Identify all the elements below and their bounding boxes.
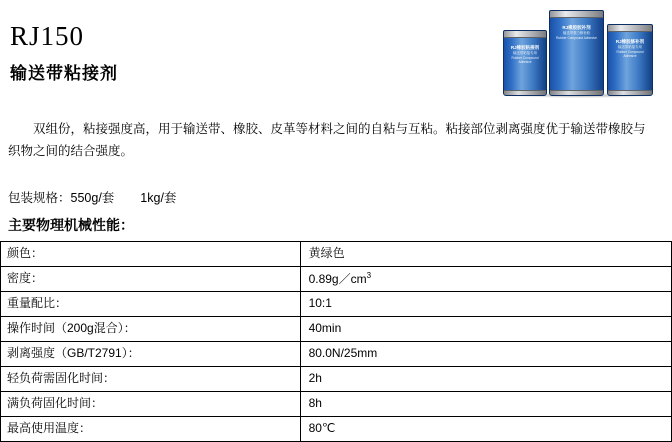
table-row [1, 267, 672, 292]
section-title: 主要物理机械性能： [8, 217, 134, 233]
property-value: 80℃ [300, 417, 671, 442]
package-spec [8, 188, 176, 206]
can-label-line3: Rubber Compound Adhesive [556, 35, 597, 40]
package-spec-label: 包装规格： [8, 191, 71, 205]
property-value-text: 0.89g／cm [308, 271, 367, 286]
property-name: 满负荷固化时间： [1, 392, 301, 417]
property-name: 重量配比： [1, 292, 301, 317]
property-value: 黄绿色 [300, 242, 671, 267]
table-row [1, 367, 672, 392]
properties-table [0, 241, 672, 442]
page-subtitle: 输送带粘接剂 [10, 63, 118, 83]
product-can-right [607, 24, 653, 96]
table-row [1, 342, 672, 367]
table-row [1, 392, 672, 417]
property-name: 密度： [1, 267, 301, 292]
table-row [1, 317, 672, 342]
table-row [1, 417, 672, 442]
properties-table-body [1, 242, 672, 442]
property-value: 8h [300, 392, 671, 417]
property-name: 轻负荷需固化时间： [1, 367, 301, 392]
can-lid [549, 11, 604, 18]
can-label [552, 25, 601, 40]
can-label-line1: RJ橡胶粘接剂 [510, 45, 540, 50]
can-label-line3: Rubber Compound Adhesive [616, 49, 644, 58]
can-label-line3: Rubber Compound Adhesive [511, 55, 539, 64]
can-lid [503, 31, 547, 38]
can-label [610, 39, 650, 58]
property-name: 颜色： [1, 242, 301, 267]
product-description: 双组份，粘接强度高，用于输送带、橡胶、皮革等材料之间的自粘与互粘。粘接部位剥离强度优于输送带橡胶与织物之间的结合强度。 [8, 122, 646, 158]
property-name: 操作时间（200g混合）： [1, 317, 301, 342]
page-header [0, 0, 672, 96]
table-row [1, 292, 672, 317]
property-name: 剥离强度（GB/T2791）： [1, 342, 301, 367]
can-base [607, 90, 653, 95]
package-spec-value-1: 550g/套 [70, 191, 115, 205]
can-base [503, 90, 547, 95]
can-label-line2: 输送带粘接专用 [618, 45, 642, 50]
product-photo [501, 4, 666, 96]
product-can-center [549, 10, 604, 96]
table-row [1, 242, 672, 267]
can-label-line1: RJ橡胶修补剂 [615, 39, 645, 44]
can-label-line1: RJ橡胶胶补剂 [562, 25, 591, 30]
can-lid [607, 25, 653, 32]
package-spec-value-2: 1kg/套 [140, 191, 177, 205]
property-value: 10:1 [300, 292, 671, 317]
property-name: 最高使用温度： [1, 417, 301, 442]
property-value: 80.0N/25mm [300, 342, 671, 367]
can-label-line2: 输送带粘接专用 [513, 51, 537, 56]
property-value: 2h [300, 367, 671, 392]
product-can-left [503, 30, 547, 96]
property-value-exponent: 3 [366, 270, 372, 280]
can-base [549, 90, 604, 95]
property-value [300, 267, 671, 292]
page-title: RJ150 [10, 21, 85, 51]
can-label-line2: 输送带强力修补胶 [562, 31, 591, 36]
title-block [10, 22, 118, 84]
property-value: 40min [300, 317, 671, 342]
can-label [506, 45, 544, 64]
